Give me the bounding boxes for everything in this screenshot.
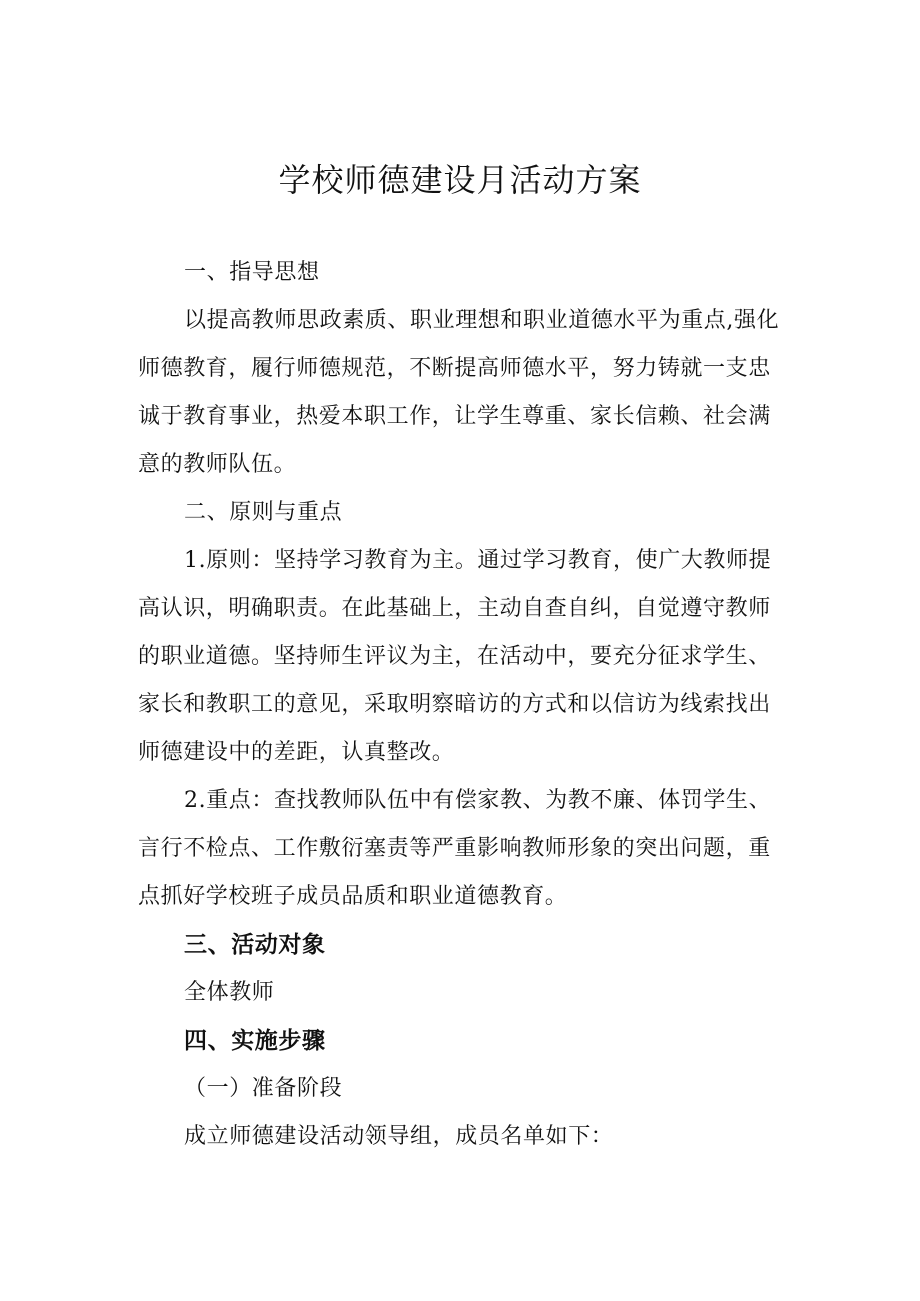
subsection-heading-preparation: （一）准备阶段 [184, 1076, 343, 1101]
section-heading-guiding-thought: 一、指导思想 [184, 260, 320, 285]
section-heading-steps: 四、实施步骤 [184, 1028, 326, 1054]
paragraph-leadership-group: 成立师德建设活动领导组，成员名单如下： [184, 1124, 614, 1149]
paragraph-target: 全体教师 [184, 980, 275, 1005]
document-title: 学校师德建设月活动方案 [278, 161, 642, 199]
paragraph-key-points: 2.重点：查找教师队伍中有偿家教、为教不廉、体罚学生、言行不检点、工作敷衍塞责等严重影响教师形象的突出问题，重点抓好学校班子成员品质和职业道德教育。 [138, 788, 772, 909]
paragraph-principles: 1.原则：坚持学习教育为主。通过学习教育，使广大教师提高认识，明确职责。在此基础上，主动自查自纠，自觉遵守教师的职业道德。坚持师生评议为主，在活动中，要充分征求学生、家长和教职工的意见，采取明察暗访的方式和以信访为线索找出师德建设中的差距，认真整改。 [138, 548, 772, 765]
section-heading-target: 三、活动对象 [184, 932, 326, 958]
section-heading-principles: 二、原则与重点 [184, 500, 343, 525]
paragraph-guiding-thought: 以提高教师思政素质、职业理想和职业道德水平为重点,强化师德教育，履行师德规范，不断提高师德水平，努力铸就一支忠诚于教育事业，热爱本职工作，让学生尊重、家长信赖、社会满意的教师队伍。 [138, 308, 780, 477]
